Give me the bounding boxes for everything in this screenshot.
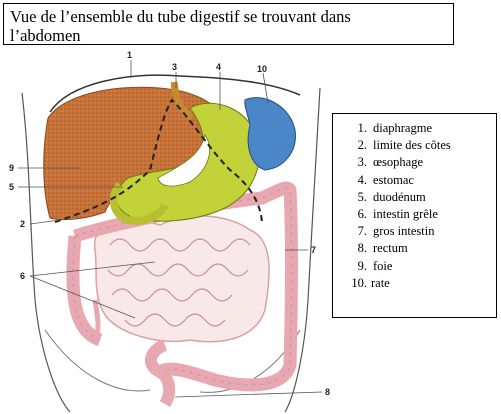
callout-2: 2 — [20, 219, 26, 229]
legend-label: limite des côtes — [373, 138, 451, 153]
legend-num: 7. — [357, 224, 367, 239]
legend-item-oesophage — [351, 154, 492, 171]
legend-item-limite-des-cotes — [351, 137, 492, 154]
legend-label: duodénum — [373, 189, 426, 204]
callout-8: 8 — [325, 387, 331, 397]
leader-8 — [175, 392, 322, 397]
legend-label: foie — [373, 258, 393, 273]
callout-7: 7 — [311, 245, 317, 255]
callout-1: 1 — [127, 50, 133, 60]
appendix — [95, 300, 98, 338]
legend-box — [332, 113, 497, 318]
legend-num: 1. — [357, 121, 367, 135]
legend-num: 10. — [351, 275, 367, 290]
legend-label: diaphragme — [373, 121, 433, 135]
callout-4: 4 — [216, 62, 222, 72]
title-line-2: l’abdomen — [10, 26, 81, 45]
legend-num: 8. — [357, 241, 367, 256]
legend-item-rectum — [351, 240, 492, 257]
legend-label: gros intestin — [373, 224, 435, 239]
legend-num: 3. — [357, 155, 367, 170]
legend-item-estomac — [351, 172, 492, 189]
title-line-1: Vue de l’ensemble du tube digestif se trouvant dans — [10, 7, 351, 26]
callout-5: 5 — [9, 182, 15, 192]
legend-num: 6. — [357, 206, 367, 221]
legend-label: œsophage — [373, 155, 423, 170]
rectum — [151, 345, 169, 404]
legend-item-foie — [351, 258, 492, 275]
legend-item-intestin-grele — [351, 206, 492, 223]
legend-label: intestin grêle — [373, 206, 438, 221]
legend-label: rate — [371, 275, 390, 290]
legend-item-duodenum — [351, 189, 492, 206]
legend-item-gros-intestin — [351, 223, 492, 240]
legend-label: estomac — [373, 172, 414, 187]
callout-9: 9 — [9, 163, 15, 173]
legend-num: 9. — [357, 258, 367, 273]
callout-10: 10 — [257, 64, 268, 74]
callout-6: 6 — [20, 271, 26, 281]
legend-num: 5. — [357, 189, 367, 204]
legend-label: rectum — [373, 241, 408, 256]
legend-num: 4. — [357, 172, 367, 187]
callout-3: 3 — [172, 62, 178, 72]
legend-item-rate — [351, 275, 492, 292]
legend-item-diaphragme — [351, 120, 492, 137]
spleen — [245, 98, 296, 170]
legend-num: 2. — [357, 138, 367, 153]
